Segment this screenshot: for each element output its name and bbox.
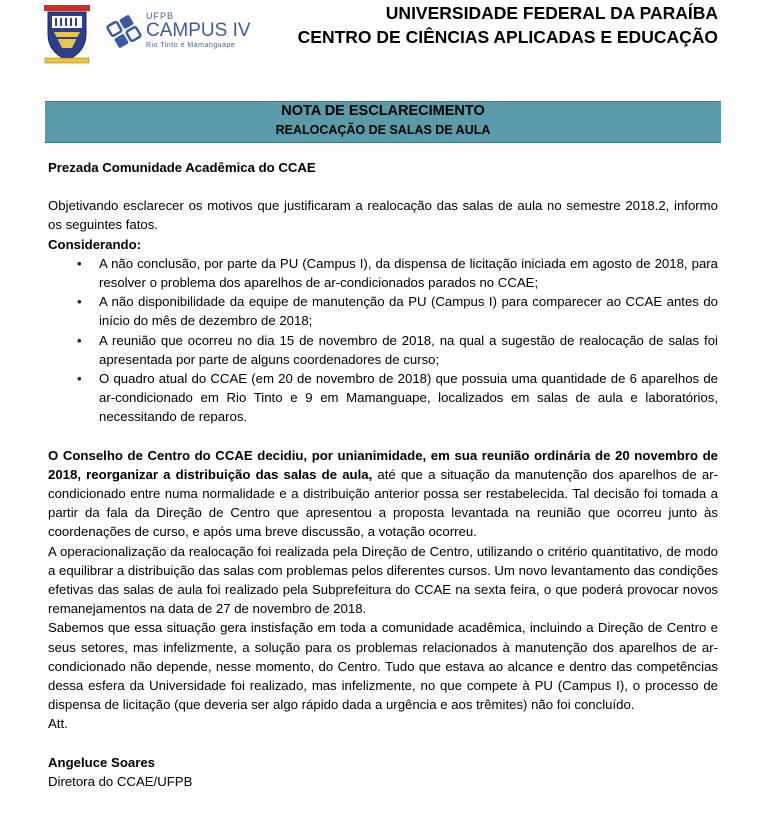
decision-text: até que a situação da manutenção dos aparelhos de ar-condicionado entre numa normalidade e a distribuição anterior possa ser restabelecida. Tal decisão foi tomada a partir da fala da Direção de Centro que apresentou a proposta levantada na reunião que ocorreu junto às coordenações de curso, e após uma breve discussão, a votação ocorreu. (48, 466, 718, 540)
document-title: NOTA DE ESCLARECIMENTO (281, 103, 485, 119)
considering-label: Considerando: (48, 236, 142, 252)
campus-logo-locations: Rio Tinto e Mamanguape (146, 42, 236, 49)
campus-logo-ufpb: UFPB (146, 11, 175, 21)
intro-paragraph: Objetivando esclarecer os motivos que justificaram a realocação das salas de aula no semestre 2018.2, informo os seguintes fatos. (48, 198, 718, 233)
signature-name: Angeluce Soares (48, 754, 156, 770)
campus-logo-name: CAMPUS IV (146, 20, 251, 41)
list-item: • O quadro atual do CCAE (em 20 de novembro de 2018) que possuia uma quantidade de 6 aparelhos de ar-condicionado em Rio Tinto e 9 em Mamanguape, localizados em salas de aula e laboratórios, necessitando de reparos. (99, 369, 718, 427)
campus-logo-icon (106, 10, 146, 54)
acknowledge-paragraph: Sabemos que essa situação gera instisfação em toda a comunidade acadêmica, incluindo a Direção de Centro e seus setores, mas infelizmente, a solução para os problemas relacionados à manutenção dos aparelhos de ar-condicionado não depende, nesse momento, do Centro. Tudo que estava ao alcance e dentro das competências dessa esfera da Universidade foi realizado, mas infelizmente, no que compete à PU (Campus I), o processo de dispensa de licitação (que deveria ser algo rápido dada a urgência e aos trêmites) não foi concluído. (48, 620, 718, 713)
title-banner (45, 101, 721, 143)
list-item: • A não conclusão, por parte da PU (Campus I), da dispensa de licitação iniciada em agosto de 2018, para resolver o problema dos aparelhos de ar-condicionados parados no CCAE; (99, 254, 718, 292)
signature-role: Diretora do CCAE/UFPB (48, 773, 193, 789)
list-item: • A não disponibilidade da equipe de manutenção da PU (Campus I) para comparecer ao CCAE antes do início do mês de dezembro de 2018; (99, 292, 718, 330)
document-subtitle: REALOCAÇÃO DE SALAS DE AULA (275, 123, 491, 137)
document-header (0, 0, 759, 70)
university-name: UNIVERSIDADE FEDERAL DA PARAÍBA (385, 3, 718, 23)
closing: Att. (48, 716, 68, 732)
ufpb-seal-icon (42, 4, 92, 64)
decision-bold-text: O Conselho de Centro do CCAE decidiu, por unianimidade, em sua reunião ordinária de 20 novembro de 2018, reorganizar a distribuição das salas de aula, (48, 447, 718, 482)
salutation: Prezada Comunidade Acadêmica do CCAE (48, 160, 316, 175)
operational-paragraph: A operacionalização da realocação foi realizada pela Direção de Centro, utilizando o critério quantitativo, de modo a equilibrar a distribuição das salas com problemas pelos diferentes cursos. Um novo levantamento das condições efetivas das salas de aula foi realizado pela Subprefeitura do CCAE na sexta feira, o que poderá provocar novos remanejamentos na data de 27 de novembro de 2018. (48, 543, 718, 617)
list-item: • A reunião que ocorreu no dia 15 de novembro de 2018, na qual a sugestão de realocação de salas foi apresentada por parte de alguns coordenadores de curso; (99, 331, 718, 369)
document-body (48, 158, 718, 791)
considerations-list (48, 254, 718, 427)
center-name: CENTRO DE CIÊNCIAS APLICADAS E EDUCAÇÃO (297, 27, 718, 47)
decision-paragraph (48, 446, 718, 542)
